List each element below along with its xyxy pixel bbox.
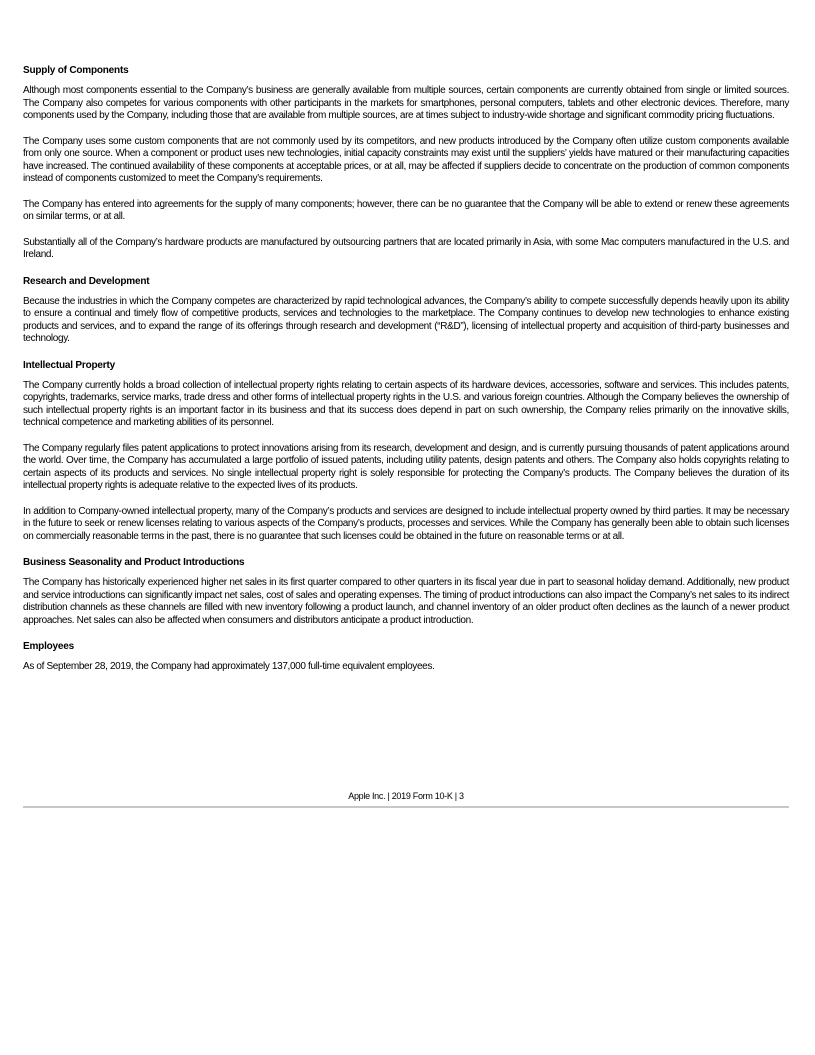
paragraph: Because the industries in which the Company competes are characterized by rapid technological advances, the Company’s ability to compete successfully depends heavily upon its ability to ensure a continual and timely flow of competitive products, services and technologies to the marketplace. The Company continues to develop new technologies to enhance existing products and services, and to expand the range of its offerings through research and development (“R&D”), licensing of intellectual property and acquisition of third-party businesses and technology. [23, 295, 789, 344]
section-research-and-development [23, 275, 789, 346]
document-body [23, 64, 789, 687]
paragraph: As of September 28, 2019, the Company had approximately 137,000 full-time equivalent employees. [23, 661, 435, 672]
paragraph: The Company uses some custom components that are not commonly used by its competitors, and new products introduced by the Company often utilize custom components available from only one source. When a component or product uses new technologies, initial capacity constraints may exist until the suppliers’ yields have matured or their manufacturing capacities have increased. The continued availability of these components at acceptable prices, or at all, may be affected if suppliers decide to concentrate on the production of common components instead of components customized to meet the Company’s requirements. [23, 135, 789, 184]
section-heading: Research and Development [23, 275, 150, 287]
section-intellectual-property [23, 359, 789, 544]
section-heading: Employees [23, 641, 75, 652]
paragraph: The Company regularly files patent applications to protect innovations arising from its research, development and design, and is currently pursuing thousands of patent applications around the world. Over time, the Company has accumulated a large portfolio of issued patents, including utility patents, design patents and others. The Company also holds copyrights relating to certain aspects of its products and services. No single intellectual property right is solely responsible for protecting the Company’s products. The Company believes the duration of its intellectual property rights is adequate relative to the expected lives of its products. [23, 442, 789, 491]
page-footer: Apple Inc. | 2019 Form 10-K | 3 [348, 791, 464, 801]
section-supply-of-components [23, 64, 789, 262]
paragraph: The Company has historically experienced higher net sales in its first quarter compared to other quarters in its fiscal year due in part to seasonal holiday demand. Additionally, new product and service introductions can significantly impact net sales, cost of sales and operating expenses. The timing of product introductions can also impact the Company’s net sales to its indirect distribution channels as these channels are filled with new inventory following a product launch, and channel inventory of an older product often declines as the launch of a newer product approaches. Net sales can also be affected when consumers and distributors anticipate a product introduction. [23, 577, 789, 626]
paragraph: The Company has entered into agreements for the supply of many components; however, there can be no guarantee that the Company will be able to extend or renew these agreements on similar terms, or at all. [23, 198, 789, 222]
section-business-seasonality [23, 556, 789, 627]
paragraph: Although most components essential to the Company’s business are generally available from multiple sources, certain components are currently obtained from single or limited sources. The Company also competes for various components with other participants in the markets for smartphones, personal computers, tablets and other electronic devices. Therefore, many components used by the Company, including those that are available from multiple sources, are at times subject to industry-wide shortage and significant commodity pricing fluctuations. [23, 85, 789, 121]
section-heading: Business Seasonality and Product Introductions [23, 557, 245, 568]
section-employees [23, 640, 789, 674]
section-heading: Intellectual Property [23, 359, 115, 371]
paragraph: In addition to Company-owned intellectual property, many of the Company’s products and services are designed to include intellectual property owned by third parties. It may be necessary in the future to seek or renew licenses relating to various aspects of the Company’s products, processes and services. While the Company has generally been able to obtain such licenses on commercially reasonable terms in the past, there is no guarantee that such licenses could be obtained in the future on reasonable terms or at all. [23, 505, 789, 542]
paragraph: Substantially all of the Company’s hardware products are manufactured by outsourcing partners that are located primarily in Asia, with some Mac computers manufactured in the U.S. and Ireland. [23, 236, 789, 260]
footer-divider [23, 806, 789, 808]
section-heading: Supply of Components [23, 65, 129, 76]
paragraph: The Company currently holds a broad collection of intellectual property rights relating to certain aspects of its hardware devices, accessories, software and services. This includes patents, copyrights, trademarks, service marks, trade dress and other forms of intellectual property rights in the U.S. and various foreign countries. Although the Company believes the ownership of such intellectual property rights is an important factor in its business and that its success does depend in part on such ownership, the Company relies primarily on the innovative skills, technical competence and marketing abilities of its personnel. [23, 379, 789, 428]
